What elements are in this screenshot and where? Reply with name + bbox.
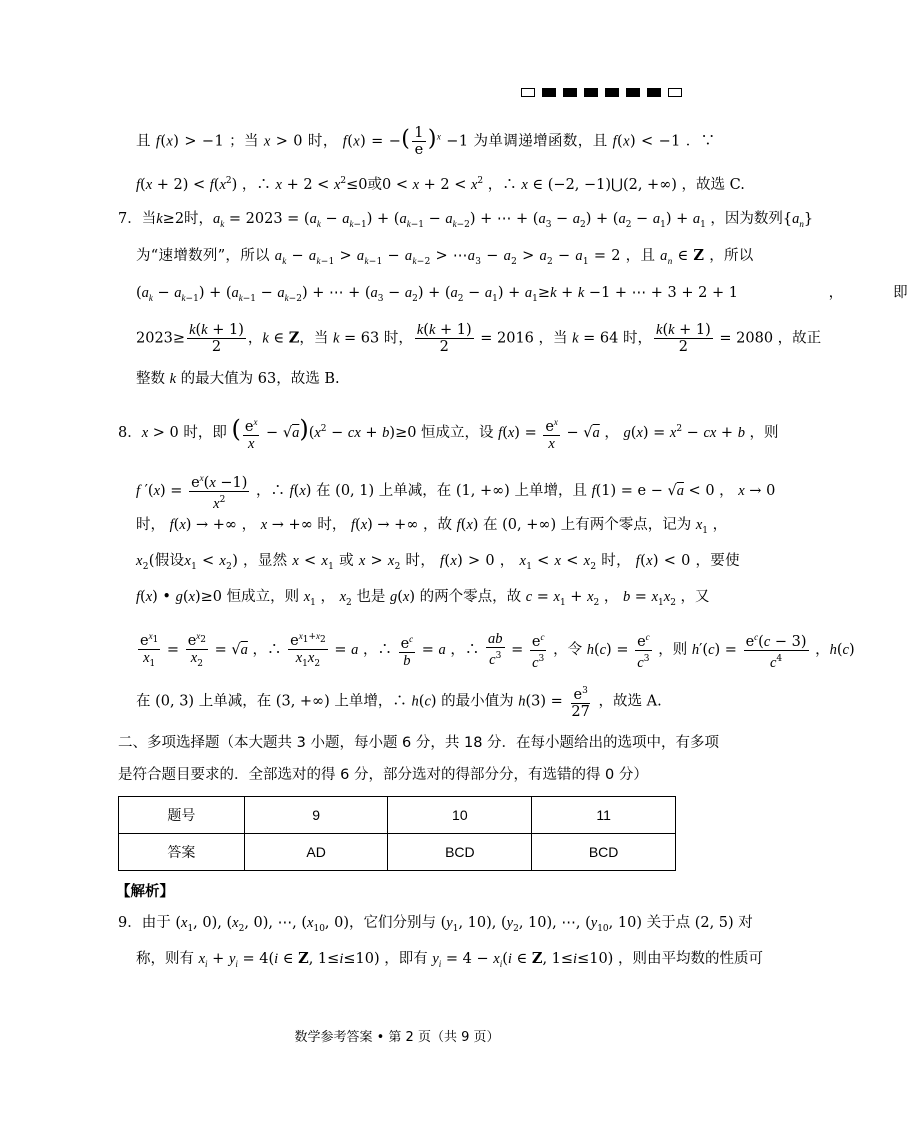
- text-line: 2023≥ $\frac{k(k + 1)}{2}$ ，k ∈ Z，当 k = 63 时， $\frac{k(k + 1)}{2}$ = 2016 ，当 k = 64 时， $\frac{k(k + 1)}{2}$ = 2080 ，故正: [136, 322, 822, 355]
- section-description: 是符合题目要求的．全部选对的得 6 分，部分选对的得部分分，有选错的得 0 分）: [118, 767, 648, 783]
- table-cell: 10: [388, 797, 532, 834]
- table-cell: 题号: [119, 797, 245, 834]
- header-mark: [542, 88, 556, 97]
- text-line: f ′(x) = $\frac{e^x(x -1)}{x^2}$ ，∴ f(x) 在 (0, 1) 上单减，在 (1, +∞) 上单增，且 f(1) = e − √a < 0 ， x → 0: [136, 470, 775, 512]
- text-line: 7．当k≥2时，$a_k = 2023 = (a_k - a_{k-1}) + (a_{k-1} - a_{k-2})$ + ⋯ + $(a_3 - a_2) + (a_2 - a_1) + a_1$ ，因为数列$\{a_n\}$: [118, 211, 814, 230]
- table-cell: 9: [244, 797, 388, 834]
- answer-table: [118, 796, 676, 871]
- table-cell: 答案: [119, 834, 245, 871]
- text-line: 且 f(x) > −1 ；当 x > 0 时， f(x) = −( $\frac{1}{e}$ )$^x$ −1 为单调递增函数，且 f(x) < −1 ．∵: [136, 125, 716, 158]
- text-line: $f(x + 2) < f(x^2)$ ，∴ $x + 2 < x^2\le 0$或$0 < x + 2 < x^2$ ，∴ x ∈ (−2, −1)⋃(2, +∞) ，故选 C.: [136, 176, 745, 193]
- text-line: 整数 k 的最大值为 63，故选 B.: [136, 371, 340, 387]
- table-cell: AD: [244, 834, 388, 871]
- text-line: 称，则有 $x_i + y_i = 4(i$ ∈ Z, 1≤i≤10) ，即有 $y_i = 4 - x_i(i$ ∈ Z, 1≤i≤10) ，则由平均数的性质可: [136, 950, 763, 969]
- table-cell: BCD: [532, 834, 676, 871]
- header-mark: [647, 88, 661, 97]
- text-line: 时， f(x) → +∞ ， x → +∞ 时， f(x) → +∞ ，故 f(x) 在 (0, +∞) 上有两个零点，记为 $x_1$ ，: [136, 517, 728, 536]
- header-marks: [521, 88, 682, 97]
- text-line: $x_2$(假设$x_1 < x_2$) ，显然 $x < x_1$ 或 $x > x_2$ 时， f(x) > 0 ， $x_1 < x < x_2$ 时， f(x) < 0 ，要使: [136, 553, 740, 572]
- section-heading: 二、多项选择题（本大题共 3 小题，每小题 6 分，共 18 分．在每小题给出的选项中，有多项: [118, 735, 720, 751]
- table-row: [119, 834, 676, 871]
- table-cell: 11: [532, 797, 676, 834]
- text-line: 9．由于 ($x_1$, 0), ($x_2$, 0), ⋯, ($x_{10}$, 0)，它们分别与 ($y_1$, 10), ($y_2$, 10), ⋯, ($y_{10}$, 10) 关于点 (2, 5) 对: [118, 915, 753, 934]
- text-line: f(x) • g(x)≥0 恒成立，则 $x_1$ ， $x_2$ 也是 g(x) 的两个零点，故 $c = x_1 + x_2$ ， $b = x_1x_2$ ，又: [136, 589, 710, 608]
- header-mark: [668, 88, 682, 97]
- text-line: 为“速增数列”，所以 $a_k - a_{k-1} > a_{k-1} - a_{k-2}$ > $\cdots a_3 - a_2 > a_2 - a_1 = 2$ ，且 $a_n$ ∈ Z ，所以: [136, 247, 754, 267]
- table-row: [119, 797, 676, 834]
- header-mark: [563, 88, 577, 97]
- analysis-heading: 【解析】: [116, 884, 174, 900]
- header-mark: [626, 88, 640, 97]
- text-line: 在 (0, 3) 上单减，在 (3, +∞) 上单增，∴ h(c) 的最小值为 h(3) = $\frac{e^3}{27}$ ，故选 A.: [136, 683, 662, 720]
- text-line: 8．x > 0 时，即 ( $\frac{e^x}{x}$ − $√a)(x^2$ − cx + b)≥0 恒成立，设 f(x) = $\frac{e^x}{x}$ − √a ， $g(x) = x^2$ − cx + b ，则: [118, 414, 779, 452]
- text-line: $\frac{e^{x_1}}{x_1}$ = $\frac{e^{x_2}}{x_2}$ = √a ，∴ $\frac{e^{x_1+x_2}}{x_1x_2}$ = a ，∴ $\frac{e^c}{b}$ = a ，∴ $\frac{ab}{c^3}$ = $\frac{e^c}{c^3}$ ，令 h(c) = $\frac{e^c}{c^3}$ ，则 h′(c) = $\frac{e^c(c - 3)}{c^4}$ ，h(c): [136, 628, 855, 672]
- page-footer: 数学参考答案 • 第 2 页（共 9 页）: [294, 1030, 500, 1045]
- table-cell: BCD: [388, 834, 532, 871]
- text-line: $(a_k - a_{k-1}) + (a_{k-1} - a_{k-2})$ + ⋯ + $(a_3 - a_2) + (a_2 - a_1) + a_1\ge k + k -1$ + ⋯ + 3 + 2 + 1 ， 即: [136, 285, 908, 304]
- header-mark: [605, 88, 619, 97]
- header-mark: [584, 88, 598, 97]
- header-mark: [521, 88, 535, 97]
